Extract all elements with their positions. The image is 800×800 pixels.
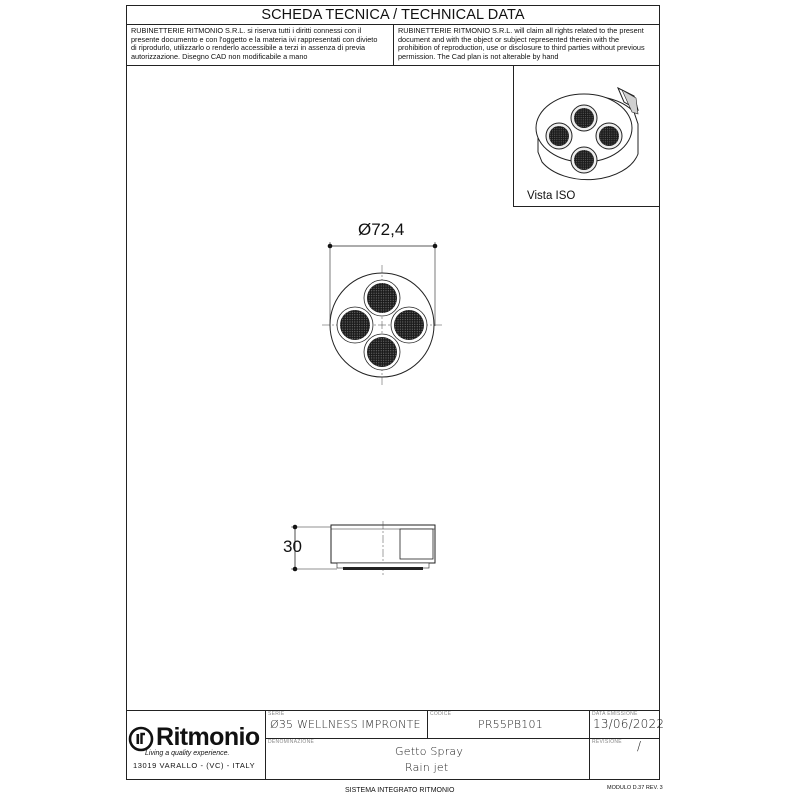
- ritmonio-logo-icon: [128, 726, 154, 752]
- iso-nozzle-top: [571, 105, 597, 131]
- iso-nozzle-bottom: [571, 147, 597, 173]
- plan-nozzle-bottom: [364, 334, 400, 370]
- legal-notice-english: RUBINETTERIE RITMONIO S.R.L. will claim all rights related to the present document and with the object or subject represented therein with the prohibition of reproduction, use or disclosure to third parties without previous permission. The Cad plan is not alterable by hand: [398, 26, 645, 61]
- legal-divider: [393, 24, 394, 65]
- side-view-drawing: [285, 515, 445, 580]
- revisione-value: /: [637, 739, 642, 753]
- denominazione-label: DENOMINAZIONE: [268, 739, 315, 745]
- iso-nozzle-right: [596, 123, 622, 149]
- iso-view-drawing: [514, 66, 659, 206]
- title-block-logo-divider: [265, 710, 266, 779]
- title-block-date-divider: [589, 710, 590, 779]
- iso-view-label: Vista ISO: [527, 190, 576, 202]
- sheet-title: SCHEDA TECNICA / TECHNICAL DATA: [261, 7, 525, 23]
- codice-label: CODICE: [430, 711, 452, 717]
- serie-value: Ø35 WELLNESS IMPRONTE: [270, 718, 421, 731]
- plan-view-drawing: [320, 220, 450, 390]
- iso-box-bottom-line: [513, 206, 659, 207]
- data-emissione-value: 13/06/2022: [593, 717, 665, 731]
- plan-nozzle-right: [391, 307, 427, 343]
- footer-system-name: SISTEMA INTEGRATO RITMONIO: [345, 787, 455, 794]
- iso-nozzle-left: [546, 123, 572, 149]
- diameter-dimension-label: Ø72,4: [358, 220, 405, 239]
- serie-label: SERIE: [268, 711, 285, 717]
- title-block-top-line: [127, 710, 659, 711]
- denominazione-english: Rain jet: [405, 761, 449, 774]
- legal-notice-italian: RUBINETTERIE RITMONIO S.R.L. si riserva tutti i diritti connessi con il presente documento e con l'oggetto e la materia ivi rappresentati con divieto di riprodurlo, utilizzarlo o renderlo accessibile a terzi in assenza di previa autorizzazione. Disegno CAD non modificabile a mano: [131, 26, 378, 61]
- brand-name: Ritmonio: [156, 723, 260, 751]
- codice-value: PR55PB101: [478, 718, 543, 731]
- denominazione-italian: Getto Spray: [395, 745, 464, 758]
- plan-nozzle-left: [337, 307, 373, 343]
- company-address: 13019 VARALLO - (VC) - ITALY: [133, 761, 256, 770]
- height-dimension-label: 30: [283, 537, 302, 556]
- footer-module-code: MODULO D.37 REV. 3: [607, 785, 663, 791]
- brand-tagline: Living a quality experience.: [145, 750, 230, 757]
- data-emissione-label: DATA EMISSIONE: [592, 711, 638, 717]
- title-block-serie-divider: [427, 710, 428, 738]
- revisione-label: REVISIONE: [592, 739, 622, 745]
- plan-nozzle-top: [364, 280, 400, 316]
